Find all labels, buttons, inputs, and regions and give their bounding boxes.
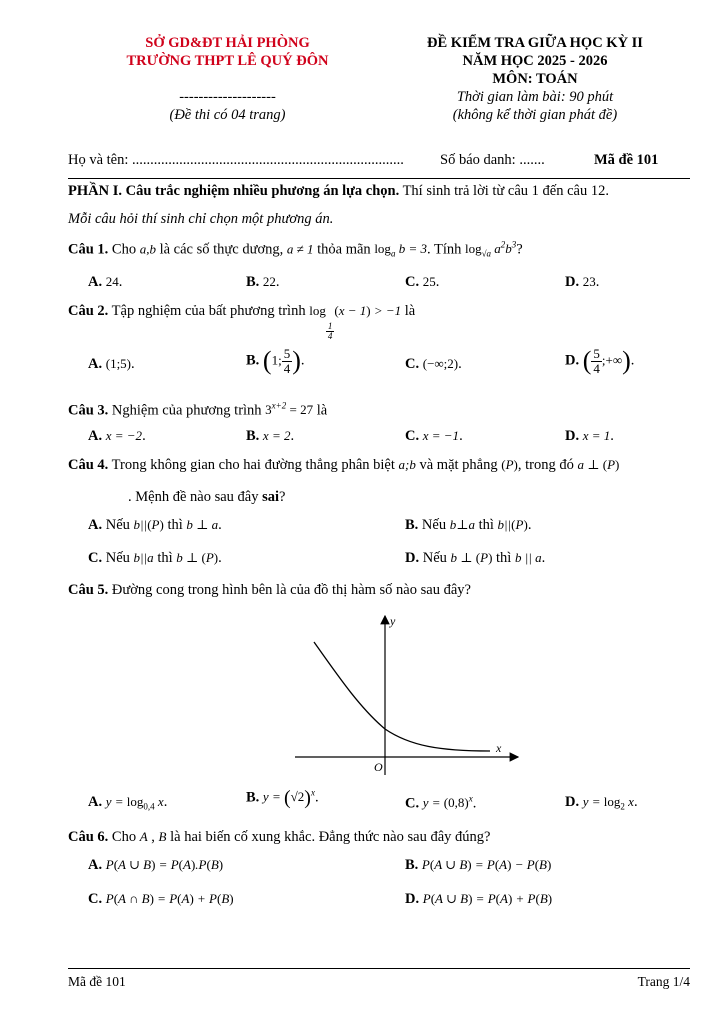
q3-option-b[interactable]: B. x = 2.: [246, 428, 295, 444]
page-number: Trang 1/4: [637, 974, 690, 989]
q5-option-c[interactable]: C. $y = (0,8)^x$.: [405, 794, 477, 812]
q5-option-a[interactable]: A. $y = \log_{0,4} x$.: [88, 794, 168, 812]
q6-option-a[interactable]: A. P(A ∪ B) = P(A).P(B): [88, 857, 224, 873]
function-graph: [290, 610, 525, 780]
question-1: Câu 1. Cho a,b là các số thực dương, a ≠ 1 thỏa mãn $\log_a b = 3$. Tính $\log_{√a} a^2b^3$?: [68, 240, 523, 259]
school-year: NĂM HỌC 2025 - 2026: [462, 53, 608, 69]
exam-title: ĐỀ KIỂM TRA GIỮA HỌC KỲ II: [427, 35, 643, 51]
origin-label: O: [374, 760, 383, 774]
question-6: Câu 6. Cho A , B là hai biến cố xung khắc. Đẳng thức nào sau đây đúng?: [68, 829, 491, 845]
question-5: Câu 5. Đường cong trong hình bên là của đồ thị hàm số nào sau đây?: [68, 582, 471, 598]
q5-option-b[interactable]: B. $y = (√2)^x$.: [246, 787, 319, 810]
q4-option-a[interactable]: A. Nếu b||(P) thì b ⊥ a.: [88, 517, 222, 533]
y-axis-label: y: [390, 614, 396, 628]
part1-heading: PHẦN I. Câu trắc nghiệm nhiều phương án lựa chọn. Thí sinh trả lời từ câu 1 đến câu 12.: [68, 183, 609, 199]
q2-option-a[interactable]: A. (1;5).: [88, 356, 135, 372]
q3-option-a[interactable]: A. x = −2.: [88, 428, 146, 444]
q1-option-c[interactable]: C. 25.: [405, 274, 440, 290]
q4-option-c[interactable]: C. Nếu b||a thì b ⊥ (P).: [88, 550, 222, 566]
q5-option-d[interactable]: D. $y = \log_2 x$.: [565, 794, 638, 812]
q3-option-c[interactable]: C. x = −1.: [405, 428, 463, 444]
q6-option-b[interactable]: B. P(A ∪ B) = P(A) − P(B): [405, 857, 552, 873]
x-axis-label: x: [496, 741, 502, 755]
question-2: Câu 2. Tập nghiệm của bất phương trình log $\frac{1}{4}$ (x − 1) > −1 là: [68, 303, 416, 342]
exam-time: Thời gian làm bài: 90 phút: [456, 89, 614, 105]
q6-option-d[interactable]: D. P(A ∪ B) = P(A) + P(B): [405, 891, 553, 907]
subject: MÔN: TOÁN: [492, 71, 578, 87]
q1-option-d[interactable]: D. 23.: [565, 274, 600, 290]
part1-note: Mỗi câu hỏi thí sinh chỉ chọn một phương án.: [68, 211, 334, 227]
question-3: Câu 3. Nghiệm của phương trình $3^{x+2} = 27$ là: [68, 401, 328, 419]
q4-option-d[interactable]: D. Nếu b ⊥ (P) thì b || a.: [405, 550, 546, 566]
dept-name: SỞ GD&ĐT HẢI PHÒNG: [145, 35, 310, 51]
q2-option-d[interactable]: D. ( $\frac{5}{4}$ ;+∞).: [565, 346, 635, 376]
q4-option-b[interactable]: B. Nếu b⊥a thì b||(P).: [405, 517, 532, 533]
time-note: (không kể thời gian phát đề): [452, 107, 618, 123]
name-field: Họ và tên: ...........................................................................: [68, 152, 404, 168]
pages-note: (Đề thi có 04 trang): [169, 107, 286, 123]
exam-code: Mã đề 101: [594, 152, 659, 168]
exponential-curve: [314, 642, 490, 751]
q1-option-b[interactable]: B. 22.: [246, 274, 280, 290]
header-divider: [68, 178, 690, 179]
question-4: Câu 4. Trong không gian cho hai đường thẳng phân biệt a;b và mặt phẳng (P), trong đó a ⊥ (P): [68, 457, 620, 473]
student-id-field: Số báo danh: .......: [440, 152, 545, 168]
footer-exam-code: Mã đề 101: [68, 974, 126, 989]
q1-option-a[interactable]: A. 24.: [88, 274, 123, 290]
q2-option-c[interactable]: C. (−∞;2).: [405, 356, 462, 372]
q6-option-c[interactable]: C. P(A ∩ B) = P(A) + P(B): [88, 891, 234, 907]
q3-option-d[interactable]: D. x = 1.: [565, 428, 614, 444]
question-4-line2: . Mệnh đề nào sau đây sai?: [128, 489, 286, 505]
footer-divider: [68, 968, 690, 969]
q2-option-b[interactable]: B. (1; $\frac{5}{4}$ ).: [246, 346, 305, 376]
header-dashes: --------------------: [179, 89, 276, 105]
school-name: TRƯỜNG THPT LÊ QUÝ ĐÔN: [126, 53, 329, 69]
